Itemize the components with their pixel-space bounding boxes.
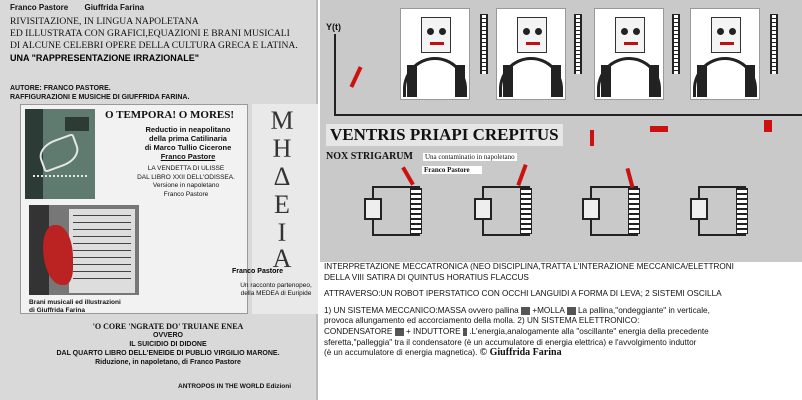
y-axis xyxy=(334,34,336,114)
lc-circuit xyxy=(466,182,550,240)
inductor-small-icon xyxy=(463,328,467,336)
mech-text-a: 1) UN SISTEMA MECCANICO:MASSA ovvero pallina xyxy=(324,305,519,315)
capacitor-icon xyxy=(474,198,492,220)
robot-figure xyxy=(400,8,470,100)
intro-subtitle: UNA "RAPPRESENTAZIONE IRRAZIONALE" xyxy=(10,53,200,63)
robot-figure xyxy=(496,8,566,100)
red-arrow-icon xyxy=(650,126,668,132)
robot-face xyxy=(517,17,547,53)
tempora-sub-line: di Marco Tullio Cicerone xyxy=(144,143,232,152)
contaminatio-label: Una contaminatio in napoletano xyxy=(424,153,515,161)
desc-line: INTERPRETAZIONE MECCATRONICA (NEO DISCIPLINA,TRATTA L'INTERAZIONE MECCANICA/ELETTRONI xyxy=(324,262,734,271)
elec-text-a: CONDENSATORE xyxy=(324,326,393,336)
robot-figure xyxy=(690,8,760,100)
brani-caption xyxy=(29,299,121,315)
music-sheet-icon xyxy=(69,209,135,293)
spring-small-icon xyxy=(567,307,576,315)
lc-circuit xyxy=(356,182,440,240)
axis-label: Y(t) xyxy=(326,22,341,32)
spring-icon xyxy=(672,14,680,74)
lc-circuit xyxy=(682,182,766,240)
dots-decoration xyxy=(33,175,87,181)
inductor-icon xyxy=(410,188,422,234)
core-line: OVVERO xyxy=(153,332,183,339)
mech-text-b: +MOLLA xyxy=(532,305,565,315)
inductor-icon xyxy=(628,188,640,234)
capacitor-small-icon xyxy=(395,328,404,336)
mech-line xyxy=(324,306,802,317)
spring-icon xyxy=(574,14,582,74)
brani-line: di Giuffrida Farina xyxy=(29,307,85,314)
medea-letter: Δ xyxy=(273,162,291,191)
lc-circuit xyxy=(574,182,658,240)
intro-line-2: ED ILLUSTRATA CON GRAFICI,EQUAZIONI E BRANI MUSICALI xyxy=(10,28,290,39)
red-arrow-icon xyxy=(590,130,594,146)
vendetta-block xyxy=(131,165,241,199)
author-credit-2: RAFFIGURAZIONI E MUSICHE DI GIUFFRIDA FARINA. xyxy=(10,94,190,101)
author-credit-1: AUTORE: FRANCO PASTORE. xyxy=(10,85,111,92)
capacitor-icon xyxy=(582,198,600,220)
attraverso-line: ATTRAVERSO:UN ROBOT IPERSTATICO CON OCCHI LANGUIDI A FORMA DI LEVA; 2 SISTEMI OSCILLA xyxy=(324,289,722,299)
robot-face xyxy=(615,17,645,53)
robot-face xyxy=(711,17,741,53)
cover-image-music xyxy=(29,205,139,295)
vendetta-line: Versione in napoletano xyxy=(152,182,220,189)
core-line: IL SUICIDIO DI DIDONE xyxy=(129,341,207,348)
desc-line: DELLA VIII SATIRA DI QUINTUS HORATIUS FLACCUS xyxy=(324,272,529,282)
medea-caption-line: Un racconto partenopeo, xyxy=(240,282,312,289)
red-arrow-icon xyxy=(350,66,363,88)
vendetta-line: Franco Pastore xyxy=(163,190,209,198)
ventris-author: Franco Pastore xyxy=(422,166,482,174)
tempora-subtitle xyxy=(123,125,253,161)
tempora-title: O TEMPORA! O MORES! xyxy=(105,109,235,121)
medea-letter: Μ xyxy=(270,106,294,135)
authors-line xyxy=(10,3,158,12)
intro-text xyxy=(10,16,315,64)
core-line: Riduzione, in napoletano, di Franco Pastore xyxy=(95,359,241,366)
author-2: Giuffrida Farina xyxy=(84,3,145,12)
mech-text-c: La pallina,"ondeggiante" in verticale, xyxy=(577,305,710,315)
description-text xyxy=(324,262,802,359)
red-arrow-icon xyxy=(764,120,772,132)
author-1: Franco Pastore xyxy=(10,3,69,12)
elec-text-3: (è un accumulatore di energia magnetica). xyxy=(324,348,478,358)
vendetta-line: DAL LIBRO XXII DELL'ODISSEA. xyxy=(137,173,235,181)
copyright: © Giuffrida Farina xyxy=(479,347,562,359)
medea-letter: Η xyxy=(272,134,292,163)
mechatronic-illustration xyxy=(320,0,802,262)
elec-line xyxy=(324,327,802,338)
medea-letter: Ε xyxy=(274,190,290,219)
cover-image-leaf xyxy=(25,109,95,199)
medea-letter: Α xyxy=(272,244,292,273)
tempora-author: Franco Pastore xyxy=(160,152,216,161)
tempora-sub-line: della prima Catilinaria xyxy=(149,134,227,143)
elec-line-2: sferetta,"palleggia" tra il condensatore (è un accumulatore di energia elettrica) e l'avvolgimento induttor xyxy=(324,337,697,347)
inductor-icon xyxy=(736,188,748,234)
ventris-title: VENTRIS PRIAPI CREPITUS xyxy=(326,124,563,146)
mech-line-2: provoca allungamento ed accorciamento della molla. 2) UN SISTEMA ELETTRONICO: xyxy=(324,316,640,326)
core-line: DAL QUARTO LIBRO DELL'ENEIDE DI PUBLIO VIRGILIO MARONE. xyxy=(56,350,280,357)
intro-line-3: DI ALCUNE CELEBRI OPERE DELLA CULTURA GRECA E LATINA. xyxy=(10,40,298,51)
brani-line: Brani musicali ed illustrazioni xyxy=(29,299,121,306)
x-axis xyxy=(334,114,802,116)
elec-text-c: .L'energia,analogamente alla "oscillante" energia della precedente xyxy=(469,326,709,336)
books-collage xyxy=(20,104,248,314)
tempora-sub-line: Reductio in neapolitano xyxy=(145,125,231,134)
nox-subtitle: NOX STRIGARUM xyxy=(326,151,413,162)
ball-icon xyxy=(521,307,530,315)
capacitor-icon xyxy=(364,198,382,220)
spring-icon xyxy=(480,14,488,74)
inductor-icon xyxy=(520,188,532,234)
vendetta-line: LA VENDETTA DI ULISSE xyxy=(147,165,225,172)
core-ngrate-block xyxy=(20,322,316,367)
left-cover-panel xyxy=(0,0,318,400)
medea-author: Franco Pastore xyxy=(232,268,283,275)
spring-icon xyxy=(770,14,778,74)
capacitor-icon xyxy=(690,198,708,220)
elec-line-3 xyxy=(324,348,802,359)
publisher: ANTROPOS IN THE WORLD Edizioni xyxy=(178,383,292,390)
medea-caption xyxy=(234,282,318,298)
robot-figure xyxy=(594,8,664,100)
author-credits xyxy=(10,84,189,102)
intro-line-1: RIVISITAZIONE, IN LINGUA NAPOLETANA xyxy=(10,16,199,27)
robot-face xyxy=(421,17,451,53)
medea-caption-line: della MEDEA di Euripide xyxy=(240,290,312,297)
elec-text-b: + INDUTTORE xyxy=(405,326,461,336)
core-title: 'O CORE 'NGRATE DO' TRUIANE ENEA xyxy=(92,322,244,331)
cover-block xyxy=(65,117,89,131)
medea-letter: Ι xyxy=(277,218,287,247)
